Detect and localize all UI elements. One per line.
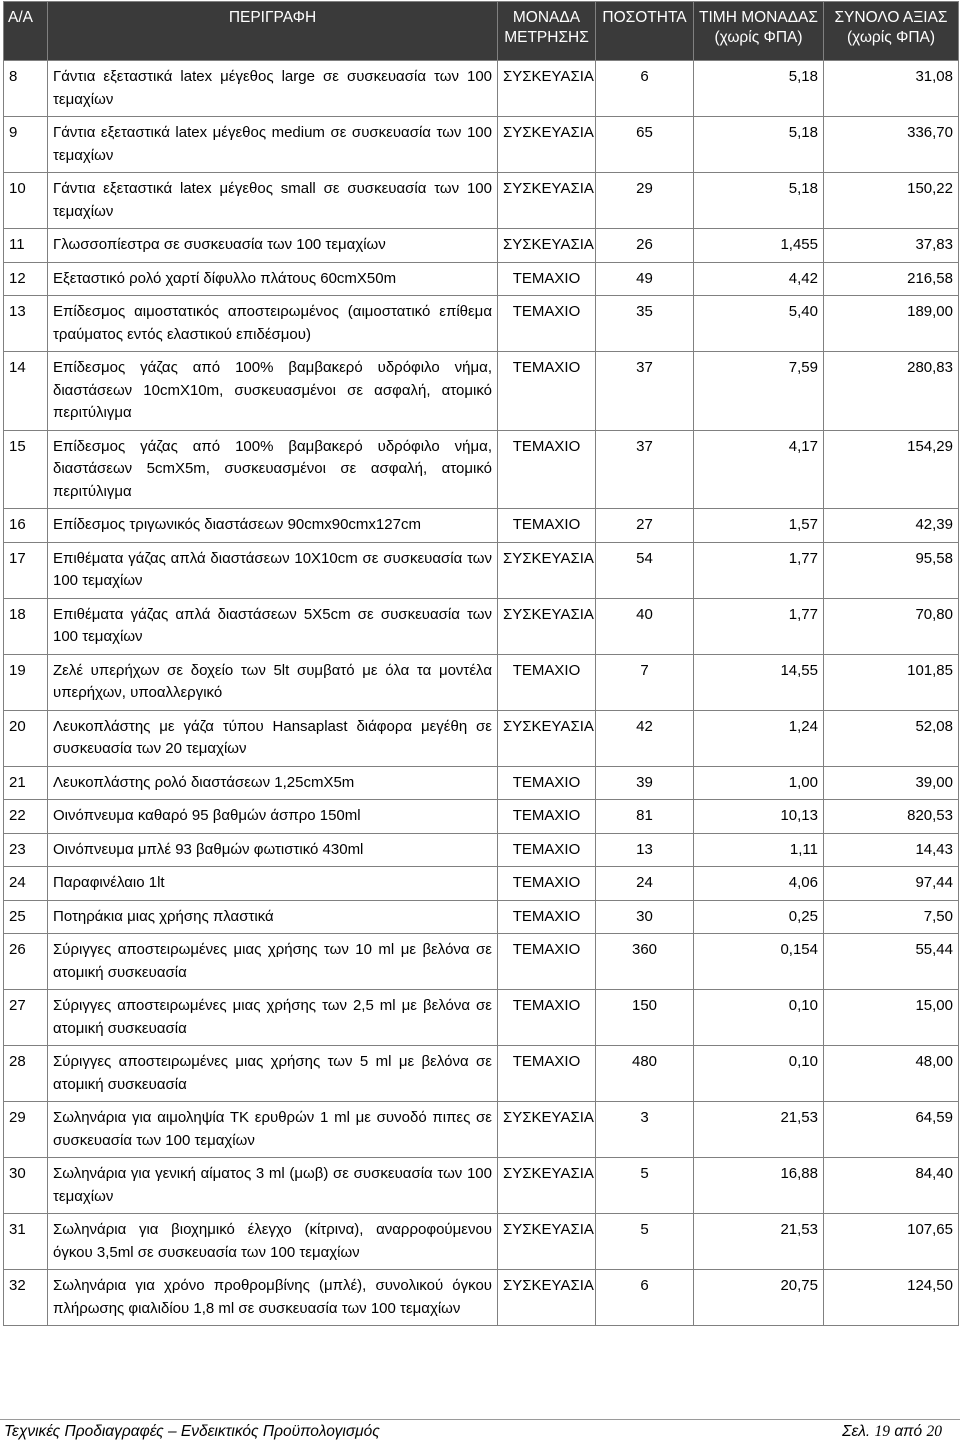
cell-number: 26: [4, 934, 48, 990]
cell-total-value: 7,50: [824, 900, 959, 934]
cell-description: Επίδεσμος τριγωνικός διαστάσεων 90cmx90cmx127cm: [48, 509, 498, 543]
cell-number: 20: [4, 710, 48, 766]
cell-quantity: 37: [596, 352, 694, 431]
cell-quantity: 24: [596, 867, 694, 901]
cell-description: Επιθέματα γάζας απλά διαστάσεων 10X10cm σε συσκευασία των 100 τεμαχίων: [48, 542, 498, 598]
cell-description: Επίδεσμος γάζας από 100% βαμβακερό υδρόφιλο νήμα, διαστάσεων 5cmX5m, συσκευασμένοι σε ασφαλή, ατομικό περιτύλιγμα: [48, 430, 498, 509]
cell-quantity: 26: [596, 229, 694, 263]
header-unit-price: ΤΙΜΗ ΜΟΝΑΔΑΣ (χωρίς ΦΠΑ): [694, 2, 824, 61]
cell-description: Οινόπνευμα καθαρό 95 βαθμών άσπρο 150ml: [48, 800, 498, 834]
table-row: [4, 990, 959, 1046]
cell-total-value: 31,08: [824, 61, 959, 117]
cell-unit: ΤΕΜΑΧΙΟ: [498, 262, 596, 296]
cell-unit-price: 5,18: [694, 117, 824, 173]
table-row: [4, 262, 959, 296]
cell-unit: ΤΕΜΑΧΙΟ: [498, 296, 596, 352]
cell-description: Σύριγγες αποστειρωμένες μιας χρήσης των 10 ml με βελόνα σε ατομική συσκευασία: [48, 934, 498, 990]
cell-number: 13: [4, 296, 48, 352]
cell-unit-price: 1,24: [694, 710, 824, 766]
cell-total-value: 150,22: [824, 173, 959, 229]
table-row: [4, 173, 959, 229]
cell-unit-price: 0,154: [694, 934, 824, 990]
cell-total-value: 42,39: [824, 509, 959, 543]
table-row: [4, 934, 959, 990]
cell-total-value: 95,58: [824, 542, 959, 598]
cell-unit: ΤΕΜΑΧΙΟ: [498, 766, 596, 800]
cell-unit: ΤΕΜΑΧΙΟ: [498, 833, 596, 867]
cell-quantity: 54: [596, 542, 694, 598]
cell-unit: ΣΥΣΚΕΥΑΣΙΑ: [498, 61, 596, 117]
cell-unit-price: 7,59: [694, 352, 824, 431]
table-row: [4, 766, 959, 800]
cell-quantity: 480: [596, 1046, 694, 1102]
cell-description: Γλωσσοπίεστρα σε συσκευασία των 100 τεμαχίων: [48, 229, 498, 263]
cell-description: Οινόπνευμα μπλέ 93 βαθμών φωτιστικό 430ml: [48, 833, 498, 867]
cell-total-value: 64,59: [824, 1102, 959, 1158]
cell-total-value: 124,50: [824, 1270, 959, 1326]
cell-unit-price: 5,18: [694, 173, 824, 229]
cell-number: 32: [4, 1270, 48, 1326]
cell-quantity: 49: [596, 262, 694, 296]
cell-unit: ΤΕΜΑΧΙΟ: [498, 934, 596, 990]
table-row: [4, 1270, 959, 1326]
cell-total-value: 97,44: [824, 867, 959, 901]
cell-number: 17: [4, 542, 48, 598]
cell-unit-price: 4,17: [694, 430, 824, 509]
cell-number: 11: [4, 229, 48, 263]
cell-total-value: 70,80: [824, 598, 959, 654]
page-indicator: [842, 1423, 942, 1441]
cell-unit: ΣΥΣΚΕΥΑΣΙΑ: [498, 173, 596, 229]
cell-unit: ΣΥΣΚΕΥΑΣΙΑ: [498, 117, 596, 173]
cell-total-value: 154,29: [824, 430, 959, 509]
cell-description: Επίδεσμος γάζας από 100% βαμβακερό υδρόφιλο νήμα, διαστάσεων 10cmX10m, συσκευασμένοι σε ασφαλή, ατομικό περιτύλιγμα: [48, 352, 498, 431]
cell-quantity: 81: [596, 800, 694, 834]
cell-description: Σωληνάρια για αιμοληψία ΤΚ ερυθρών 1 ml με συνοδό πιπες σε συσκευασία των 100 τεμαχίων: [48, 1102, 498, 1158]
header-description: ΠΕΡΙΓΡΑΦΗ: [48, 2, 498, 61]
cell-unit-price: 1,11: [694, 833, 824, 867]
cell-description: Γάντια εξεταστικά latex μέγεθος small σε συσκευασία των 100 τεμαχίων: [48, 173, 498, 229]
cell-number: 23: [4, 833, 48, 867]
cell-total-value: 14,43: [824, 833, 959, 867]
cell-number: 31: [4, 1214, 48, 1270]
cell-total-value: 39,00: [824, 766, 959, 800]
cell-description: Επίδεσμος αιμοστατικός αποστειρωμένος (αιμοστατικό επίθεμα τραύματος εντός ελαστικού επιδέσμου): [48, 296, 498, 352]
cell-number: 18: [4, 598, 48, 654]
cell-unit: ΣΥΣΚΕΥΑΣΙΑ: [498, 1214, 596, 1270]
cell-number: 9: [4, 117, 48, 173]
cell-description: Εξεταστικό ρολό χαρτί δίφυλλο πλάτους 60cmX50m: [48, 262, 498, 296]
cell-unit-price: 1,57: [694, 509, 824, 543]
cell-number: 28: [4, 1046, 48, 1102]
table-row: [4, 1102, 959, 1158]
cell-quantity: 30: [596, 900, 694, 934]
cell-description: Σωληνάρια για χρόνο προθρομβίνης (μπλέ), συνολικού όγκου πλήρωσης φιαλιδίου 1,8 ml σε συσκευασία των 100 τεμαχίων: [48, 1270, 498, 1326]
header-unit: ΜΟΝΑΔΑ ΜΕΤΡΗΣΗΣ: [498, 2, 596, 61]
table-row: [4, 867, 959, 901]
cell-number: 14: [4, 352, 48, 431]
table-row: [4, 598, 959, 654]
cell-unit-price: 1,77: [694, 542, 824, 598]
table-row: [4, 833, 959, 867]
cell-unit: ΤΕΜΑΧΙΟ: [498, 654, 596, 710]
cell-unit: ΣΥΣΚΕΥΑΣΙΑ: [498, 1158, 596, 1214]
cell-number: 24: [4, 867, 48, 901]
cell-quantity: 3: [596, 1102, 694, 1158]
table-row: [4, 654, 959, 710]
cell-total-value: 37,83: [824, 229, 959, 263]
cell-unit-price: 0,10: [694, 990, 824, 1046]
cell-description: Επιθέματα γάζας απλά διαστάσεων 5X5cm σε συσκευασία των 100 τεμαχίων: [48, 598, 498, 654]
cell-unit: ΣΥΣΚΕΥΑΣΙΑ: [498, 1270, 596, 1326]
cell-quantity: 5: [596, 1158, 694, 1214]
cell-unit: ΣΥΣΚΕΥΑΣΙΑ: [498, 542, 596, 598]
cell-unit-price: 4,42: [694, 262, 824, 296]
cell-quantity: 27: [596, 509, 694, 543]
cell-description: Ζελέ υπερήχων σε δοχείο των 5lt συμβατό με όλα τα μοντέλα υπερήχων, υποαλλεργικό: [48, 654, 498, 710]
header-quantity: ΠΟΣΟΤΗΤΑ: [596, 2, 694, 61]
cell-number: 15: [4, 430, 48, 509]
cell-unit-price: 21,53: [694, 1102, 824, 1158]
cell-unit: ΤΕΜΑΧΙΟ: [498, 509, 596, 543]
cell-number: 22: [4, 800, 48, 834]
cell-number: 25: [4, 900, 48, 934]
table-row: [4, 61, 959, 117]
table-row: [4, 509, 959, 543]
cell-total-value: 15,00: [824, 990, 959, 1046]
cell-quantity: 40: [596, 598, 694, 654]
cell-unit: ΣΥΣΚΕΥΑΣΙΑ: [498, 229, 596, 263]
cell-unit: ΤΕΜΑΧΙΟ: [498, 430, 596, 509]
cell-quantity: 5: [596, 1214, 694, 1270]
cell-unit-price: 21,53: [694, 1214, 824, 1270]
cell-unit-price: 0,10: [694, 1046, 824, 1102]
cell-quantity: 150: [596, 990, 694, 1046]
cell-unit-price: 1,00: [694, 766, 824, 800]
cell-total-value: 107,65: [824, 1214, 959, 1270]
cell-unit: ΤΕΜΑΧΙΟ: [498, 900, 596, 934]
cell-total-value: 55,44: [824, 934, 959, 990]
cell-description: Ποτηράκια μιας χρήσης πλαστικά: [48, 900, 498, 934]
specifications-table: [3, 1, 959, 1326]
cell-total-value: 280,83: [824, 352, 959, 431]
cell-number: 8: [4, 61, 48, 117]
cell-quantity: 35: [596, 296, 694, 352]
table-row: [4, 1158, 959, 1214]
cell-unit-price: 5,18: [694, 61, 824, 117]
table-header-row: [4, 2, 959, 61]
cell-total-value: 48,00: [824, 1046, 959, 1102]
table-row: [4, 900, 959, 934]
cell-unit: ΣΥΣΚΕΥΑΣΙΑ: [498, 1102, 596, 1158]
cell-description: Λευκοπλάστης ρολό διαστάσεων 1,25cmX5m: [48, 766, 498, 800]
table-row: [4, 352, 959, 431]
cell-unit-price: 14,55: [694, 654, 824, 710]
cell-quantity: 6: [596, 61, 694, 117]
cell-unit: ΤΕΜΑΧΙΟ: [498, 352, 596, 431]
cell-total-value: 189,00: [824, 296, 959, 352]
table-row: [4, 296, 959, 352]
cell-unit: ΣΥΣΚΕΥΑΣΙΑ: [498, 710, 596, 766]
cell-quantity: 42: [596, 710, 694, 766]
cell-unit-price: 20,75: [694, 1270, 824, 1326]
cell-quantity: 6: [596, 1270, 694, 1326]
cell-unit: ΤΕΜΑΧΙΟ: [498, 867, 596, 901]
cell-description: Σύριγγες αποστειρωμένες μιας χρήσης των 2,5 ml με βελόνα σε ατομική συσκευασία: [48, 990, 498, 1046]
cell-unit-price: 1,77: [694, 598, 824, 654]
cell-total-value: 84,40: [824, 1158, 959, 1214]
cell-number: 29: [4, 1102, 48, 1158]
cell-number: 30: [4, 1158, 48, 1214]
table-row: [4, 1046, 959, 1102]
cell-description: Λευκοπλάστης με γάζα τύπου Hansaplast διάφορα μεγέθη σε συσκευασία των 20 τεμαχίων: [48, 710, 498, 766]
cell-number: 16: [4, 509, 48, 543]
footer-title: Τεχνικές Προδιαγραφές – Ενδεικτικός Προϋπολογισμός: [4, 1423, 380, 1440]
page-prefix: Σελ.: [842, 1423, 871, 1440]
page-total: 20: [926, 1423, 942, 1440]
cell-description: Γάντια εξεταστικά latex μέγεθος medium σε συσκευασία των 100 τεμαχίων: [48, 117, 498, 173]
cell-total-value: 52,08: [824, 710, 959, 766]
table-row: [4, 542, 959, 598]
table-row: [4, 430, 959, 509]
table-row: [4, 1214, 959, 1270]
cell-number: 12: [4, 262, 48, 296]
table-row: [4, 710, 959, 766]
cell-description: Σωληνάρια για βιοχημικό έλεγχο (κίτρινα), αναρροφούμενου όγκου 3,5ml σε συσκευασία των 100 τεμαχίων: [48, 1214, 498, 1270]
cell-number: 21: [4, 766, 48, 800]
cell-unit: ΣΥΣΚΕΥΑΣΙΑ: [498, 598, 596, 654]
cell-quantity: 29: [596, 173, 694, 229]
cell-unit: ΤΕΜΑΧΙΟ: [498, 800, 596, 834]
cell-quantity: 7: [596, 654, 694, 710]
cell-total-value: 336,70: [824, 117, 959, 173]
table-row: [4, 229, 959, 263]
cell-unit-price: 16,88: [694, 1158, 824, 1214]
page-number: 19: [874, 1423, 891, 1440]
cell-unit-price: 4,06: [694, 867, 824, 901]
cell-description: Γάντια εξεταστικά latex μέγεθος large σε συσκευασία των 100 τεμαχίων: [48, 61, 498, 117]
cell-total-value: 101,85: [824, 654, 959, 710]
header-number: Α/Α: [4, 2, 48, 61]
cell-number: 27: [4, 990, 48, 1046]
cell-unit-price: 10,13: [694, 800, 824, 834]
table-row: [4, 117, 959, 173]
cell-number: 10: [4, 173, 48, 229]
table-row: [4, 800, 959, 834]
cell-description: Παραφινέλαιο 1lt: [48, 867, 498, 901]
cell-total-value: 216,58: [824, 262, 959, 296]
cell-quantity: 13: [596, 833, 694, 867]
cell-quantity: 37: [596, 430, 694, 509]
cell-unit-price: 1,455: [694, 229, 824, 263]
page-footer: [0, 1419, 960, 1444]
cell-unit-price: 0,25: [694, 900, 824, 934]
cell-quantity: 360: [596, 934, 694, 990]
cell-description: Σύριγγες αποστειρωμένες μιας χρήσης των 5 ml με βελόνα σε ατομική συσκευασία: [48, 1046, 498, 1102]
header-total-value: ΣΥΝΟΛΟ ΑΞΙΑΣ (χωρίς ΦΠΑ): [824, 2, 959, 61]
cell-quantity: 65: [596, 117, 694, 173]
cell-description: Σωληνάρια για γενική αίματος 3 ml (μωβ) σε συσκευασία των 100 τεμαχίων: [48, 1158, 498, 1214]
cell-quantity: 39: [596, 766, 694, 800]
cell-unit: ΤΕΜΑΧΙΟ: [498, 1046, 596, 1102]
cell-total-value: 820,53: [824, 800, 959, 834]
page-of: από: [894, 1423, 923, 1440]
cell-number: 19: [4, 654, 48, 710]
table-body: [4, 61, 959, 1326]
cell-unit: ΤΕΜΑΧΙΟ: [498, 990, 596, 1046]
cell-unit-price: 5,40: [694, 296, 824, 352]
